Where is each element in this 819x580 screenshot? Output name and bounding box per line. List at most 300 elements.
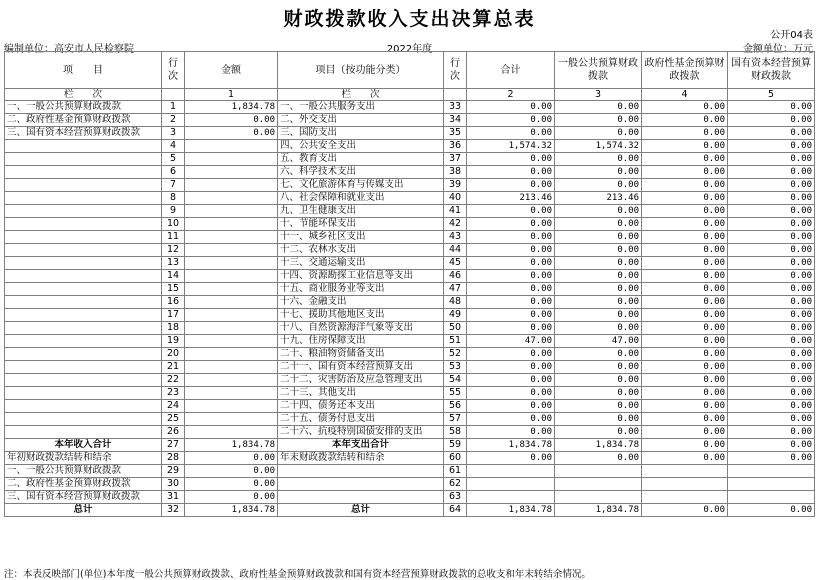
- cell-function-item: 七、文化旅游体育与传媒支出: [278, 179, 444, 192]
- cell-total: 0.00: [467, 413, 555, 426]
- cell-state-capital: 0.00: [728, 140, 815, 153]
- header-row-number: 行次: [162, 52, 185, 89]
- cell-general-budget: 0.00: [555, 413, 642, 426]
- table-row: [5, 348, 815, 361]
- cell-row-number: 13: [162, 257, 185, 270]
- cell-function-item: 本年支出合计: [278, 439, 444, 452]
- cell-gov-fund: 0.00: [642, 296, 728, 309]
- cell-item: [5, 140, 162, 153]
- table-row: [5, 179, 815, 192]
- cell-general-budget: 0.00: [555, 400, 642, 413]
- cell-general-budget: 0.00: [555, 387, 642, 400]
- index-blank-1: [162, 89, 185, 101]
- cell-row-number: 30: [162, 478, 185, 491]
- cell-state-capital: 0.00: [728, 504, 815, 517]
- cell-amount: [185, 400, 278, 413]
- cell-row-number-2: 51: [444, 335, 467, 348]
- cell-amount: [185, 153, 278, 166]
- cell-row-number: 15: [162, 283, 185, 296]
- cell-amount: [185, 413, 278, 426]
- index-number-1: 1: [185, 89, 278, 101]
- cell-total: 0.00: [467, 231, 555, 244]
- cell-row-number-2: 41: [444, 205, 467, 218]
- cell-row-number-2: 56: [444, 400, 467, 413]
- cell-item: 二、政府性基金预算财政拨款: [5, 478, 162, 491]
- cell-amount: 0.00: [185, 478, 278, 491]
- footnote: 注：本表反映部门(单位)本年度一般公共预算财政拨款、政府性基金预算财政拨款和国有资本经营预算财政拨款的总收支和年末转结余情况。: [4, 569, 591, 580]
- cell-state-capital: 0.00: [728, 153, 815, 166]
- cell-row-number: 12: [162, 244, 185, 257]
- cell-row-number-2: 35: [444, 127, 467, 140]
- header-gov-fund: 政府性基金预算财政拨款: [642, 52, 728, 89]
- cell-amount: [185, 335, 278, 348]
- cell-total: 0.00: [467, 426, 555, 439]
- table-row: [5, 426, 815, 439]
- table-row: [5, 153, 815, 166]
- cell-total: 0.00: [467, 400, 555, 413]
- header-total: 合计: [467, 52, 555, 89]
- table-row: [5, 205, 815, 218]
- table-row: [5, 452, 815, 465]
- cell-row-number-2: 49: [444, 309, 467, 322]
- cell-row-number: 5: [162, 153, 185, 166]
- cell-row-number: 19: [162, 335, 185, 348]
- cell-amount: [185, 283, 278, 296]
- cell-row-number-2: 63: [444, 491, 467, 504]
- table-row: [5, 140, 815, 153]
- cell-function-item: 总计: [278, 504, 444, 517]
- cell-general-budget: 1,574.32: [555, 140, 642, 153]
- cell-gov-fund: 0.00: [642, 361, 728, 374]
- cell-state-capital: [728, 465, 815, 478]
- cell-function-item: 十七、援助其他地区支出: [278, 309, 444, 322]
- cell-amount: [185, 192, 278, 205]
- cell-gov-fund: 0.00: [642, 335, 728, 348]
- cell-row-number: 29: [162, 465, 185, 478]
- header-amount: 金额: [185, 52, 278, 89]
- cell-function-item: 六、科学技术支出: [278, 166, 444, 179]
- report-title: 财政拨款收入支出决算总表: [283, 8, 536, 30]
- table-row: [5, 413, 815, 426]
- cell-row-number-2: 47: [444, 283, 467, 296]
- cell-state-capital: 0.00: [728, 205, 815, 218]
- cell-function-item: 四、公共安全支出: [278, 140, 444, 153]
- cell-total: 0.00: [467, 322, 555, 335]
- cell-gov-fund: 0.00: [642, 400, 728, 413]
- cell-amount: [185, 140, 278, 153]
- cell-total: 0.00: [467, 153, 555, 166]
- cell-general-budget: 0.00: [555, 231, 642, 244]
- table-row: [5, 218, 815, 231]
- cell-amount: 0.00: [185, 114, 278, 127]
- cell-general-budget: 0.00: [555, 114, 642, 127]
- table-row: [5, 309, 815, 322]
- cell-amount: 0.00: [185, 491, 278, 504]
- budget-table: [4, 51, 815, 517]
- cell-row-number-2: 54: [444, 374, 467, 387]
- table-row: [5, 270, 815, 283]
- cell-function-item: 二十二、灾害防治及应急管理支出: [278, 374, 444, 387]
- table-row: [5, 374, 815, 387]
- cell-row-number-2: 38: [444, 166, 467, 179]
- header-function-item: 项目（按功能分类）: [278, 52, 444, 89]
- table-row: [5, 400, 815, 413]
- table-row: [5, 231, 815, 244]
- cell-state-capital: 0.00: [728, 101, 815, 114]
- cell-row-number: 6: [162, 166, 185, 179]
- table-row: [5, 491, 815, 504]
- cell-general-budget: 0.00: [555, 127, 642, 140]
- cell-row-number: 31: [162, 491, 185, 504]
- cell-state-capital: 0.00: [728, 270, 815, 283]
- cell-function-item: [278, 465, 444, 478]
- cell-amount: [185, 296, 278, 309]
- cell-item: 本年收入合计: [5, 439, 162, 452]
- cell-item: [5, 244, 162, 257]
- cell-item: [5, 205, 162, 218]
- cell-total: 0.00: [467, 452, 555, 465]
- cell-item: [5, 166, 162, 179]
- cell-item: [5, 400, 162, 413]
- cell-state-capital: 0.00: [728, 452, 815, 465]
- cell-amount: 1,834.78: [185, 504, 278, 517]
- cell-total: 0.00: [467, 114, 555, 127]
- cell-row-number-2: 55: [444, 387, 467, 400]
- cell-item: 三、国有资本经营预算财政拨款: [5, 127, 162, 140]
- cell-item: [5, 218, 162, 231]
- cell-amount: [185, 205, 278, 218]
- cell-general-budget: 1,834.78: [555, 439, 642, 452]
- cell-gov-fund: 0.00: [642, 205, 728, 218]
- cell-general-budget: 0.00: [555, 283, 642, 296]
- cell-total: 0.00: [467, 127, 555, 140]
- cell-state-capital: 0.00: [728, 322, 815, 335]
- cell-gov-fund: 0.00: [642, 192, 728, 205]
- cell-amount: [185, 426, 278, 439]
- cell-amount: [185, 257, 278, 270]
- cell-gov-fund: [642, 491, 728, 504]
- cell-item: 一、一般公共预算财政拨款: [5, 465, 162, 478]
- cell-function-item: 十八、自然资源海洋气象等支出: [278, 322, 444, 335]
- table-row: [5, 257, 815, 270]
- cell-general-budget: 1,834.78: [555, 504, 642, 517]
- cell-function-item: 二十三、其他支出: [278, 387, 444, 400]
- cell-function-item: 九、卫生健康支出: [278, 205, 444, 218]
- cell-row-number: 22: [162, 374, 185, 387]
- cell-general-budget: 0.00: [555, 270, 642, 283]
- cell-total: 0.00: [467, 218, 555, 231]
- cell-total: [467, 478, 555, 491]
- cell-total: 0.00: [467, 283, 555, 296]
- table-row: [5, 166, 815, 179]
- cell-state-capital: 0.00: [728, 387, 815, 400]
- cell-gov-fund: 0.00: [642, 504, 728, 517]
- cell-row-number: 4: [162, 140, 185, 153]
- cell-state-capital: 0.00: [728, 127, 815, 140]
- cell-amount: [185, 244, 278, 257]
- cell-gov-fund: 0.00: [642, 153, 728, 166]
- cell-amount: 1,834.78: [185, 101, 278, 114]
- cell-state-capital: [728, 491, 815, 504]
- cell-general-budget: 0.00: [555, 218, 642, 231]
- cell-function-item: 二十一、国有资本经营预算支出: [278, 361, 444, 374]
- cell-general-budget: 0.00: [555, 153, 642, 166]
- cell-gov-fund: 0.00: [642, 179, 728, 192]
- cell-gov-fund: 0.00: [642, 270, 728, 283]
- cell-general-budget: 0.00: [555, 309, 642, 322]
- cell-total: [467, 465, 555, 478]
- cell-item: [5, 426, 162, 439]
- cell-general-budget: 0.00: [555, 205, 642, 218]
- cell-row-number: 16: [162, 296, 185, 309]
- table-row: [5, 361, 815, 374]
- index-label-1: 栏 次: [5, 89, 162, 101]
- cell-state-capital: 0.00: [728, 439, 815, 452]
- cell-function-item: 十九、住房保障支出: [278, 335, 444, 348]
- cell-general-budget: 47.00: [555, 335, 642, 348]
- cell-function-item: 二十四、债务还本支出: [278, 400, 444, 413]
- cell-item: [5, 374, 162, 387]
- cell-total: 0.00: [467, 309, 555, 322]
- cell-row-number: 20: [162, 348, 185, 361]
- cell-amount: [185, 166, 278, 179]
- index-row: [5, 89, 815, 101]
- table-row: [5, 335, 815, 348]
- cell-total: 213.46: [467, 192, 555, 205]
- cell-amount: [185, 361, 278, 374]
- cell-general-budget: [555, 465, 642, 478]
- cell-row-number: 11: [162, 231, 185, 244]
- cell-row-number: 28: [162, 452, 185, 465]
- cell-amount: [185, 387, 278, 400]
- cell-function-item: [278, 491, 444, 504]
- cell-row-number-2: 50: [444, 322, 467, 335]
- table-row: [5, 504, 815, 517]
- cell-row-number: 14: [162, 270, 185, 283]
- cell-general-budget: 0.00: [555, 374, 642, 387]
- header-state-capital: 国有资本经营预算财政拨款: [728, 52, 815, 89]
- cell-general-budget: 0.00: [555, 296, 642, 309]
- cell-amount: 0.00: [185, 127, 278, 140]
- cell-amount: [185, 179, 278, 192]
- cell-function-item: 十一、城乡社区支出: [278, 231, 444, 244]
- cell-function-item: 八、社会保障和就业支出: [278, 192, 444, 205]
- table-row: [5, 127, 815, 140]
- cell-item: 一、一般公共预算财政拨款: [5, 101, 162, 114]
- cell-row-number: 7: [162, 179, 185, 192]
- table-row: [5, 114, 815, 127]
- cell-state-capital: 0.00: [728, 179, 815, 192]
- cell-total: 0.00: [467, 101, 555, 114]
- cell-general-budget: 0.00: [555, 101, 642, 114]
- cell-row-number: 32: [162, 504, 185, 517]
- table-row: [5, 192, 815, 205]
- cell-row-number: 26: [162, 426, 185, 439]
- cell-row-number: 17: [162, 309, 185, 322]
- cell-total: 1,574.32: [467, 140, 555, 153]
- cell-amount: [185, 309, 278, 322]
- cell-function-item: 年末财政拨款结转和结余: [278, 452, 444, 465]
- cell-item: 二、政府性基金预算财政拨款: [5, 114, 162, 127]
- cell-gov-fund: 0.00: [642, 257, 728, 270]
- cell-state-capital: [728, 478, 815, 491]
- cell-general-budget: 0.00: [555, 348, 642, 361]
- table-row: [5, 387, 815, 400]
- cell-gov-fund: 0.00: [642, 322, 728, 335]
- cell-item: [5, 361, 162, 374]
- cell-gov-fund: 0.00: [642, 218, 728, 231]
- cell-total: 1,834.78: [467, 439, 555, 452]
- cell-total: 0.00: [467, 387, 555, 400]
- cell-state-capital: 0.00: [728, 361, 815, 374]
- cell-general-budget: 0.00: [555, 452, 642, 465]
- cell-row-number: 27: [162, 439, 185, 452]
- unit-label: 编制单位：高安市人民检察院: [4, 44, 134, 55]
- table-row: [5, 101, 815, 114]
- cell-state-capital: 0.00: [728, 335, 815, 348]
- year-label: 2022年度: [386, 44, 433, 55]
- cell-row-number: 23: [162, 387, 185, 400]
- cell-item: [5, 231, 162, 244]
- cell-state-capital: 0.00: [728, 257, 815, 270]
- cell-item: 总计: [5, 504, 162, 517]
- cell-function-item: 二十、粮油物资储备支出: [278, 348, 444, 361]
- table-row: [5, 465, 815, 478]
- cell-row-number: 8: [162, 192, 185, 205]
- cell-row-number-2: 60: [444, 452, 467, 465]
- index-number-4: 4: [642, 89, 728, 101]
- cell-function-item: 十、节能环保支出: [278, 218, 444, 231]
- cell-row-number-2: 57: [444, 413, 467, 426]
- index-number-3: 3: [555, 89, 642, 101]
- cell-item: 三、国有资本经营预算财政拨款: [5, 491, 162, 504]
- cell-total: 0.00: [467, 244, 555, 257]
- cell-general-budget: [555, 491, 642, 504]
- cell-function-item: 二十五、债务付息支出: [278, 413, 444, 426]
- cell-general-budget: 213.46: [555, 192, 642, 205]
- cell-row-number: 18: [162, 322, 185, 335]
- cell-item: [5, 387, 162, 400]
- header-row: [5, 52, 815, 89]
- cell-total: 0.00: [467, 361, 555, 374]
- cell-item: [5, 296, 162, 309]
- cell-general-budget: [555, 478, 642, 491]
- cell-gov-fund: 0.00: [642, 244, 728, 257]
- form-code: 公开04表: [770, 30, 813, 41]
- cell-item: [5, 153, 162, 166]
- cell-row-number: 21: [162, 361, 185, 374]
- cell-amount: 0.00: [185, 452, 278, 465]
- cell-state-capital: 0.00: [728, 244, 815, 257]
- cell-state-capital: 0.00: [728, 218, 815, 231]
- cell-total: 0.00: [467, 348, 555, 361]
- cell-row-number-2: 52: [444, 348, 467, 361]
- cell-state-capital: 0.00: [728, 413, 815, 426]
- cell-item: [5, 348, 162, 361]
- cell-gov-fund: 0.00: [642, 452, 728, 465]
- cell-state-capital: 0.00: [728, 192, 815, 205]
- cell-state-capital: 0.00: [728, 166, 815, 179]
- index-blank-2: [444, 89, 467, 101]
- cell-gov-fund: 0.00: [642, 374, 728, 387]
- cell-amount: 1,834.78: [185, 439, 278, 452]
- cell-total: 0.00: [467, 296, 555, 309]
- cell-item: [5, 283, 162, 296]
- currency-label: 金额单位：万元: [743, 44, 813, 55]
- cell-row-number: 25: [162, 413, 185, 426]
- cell-row-number: 1: [162, 101, 185, 114]
- cell-amount: [185, 231, 278, 244]
- cell-amount: [185, 348, 278, 361]
- cell-row-number-2: 48: [444, 296, 467, 309]
- cell-row-number: 2: [162, 114, 185, 127]
- cell-row-number: 10: [162, 218, 185, 231]
- cell-row-number-2: 37: [444, 153, 467, 166]
- cell-gov-fund: 0.00: [642, 101, 728, 114]
- cell-amount: [185, 374, 278, 387]
- cell-row-number-2: 34: [444, 114, 467, 127]
- cell-row-number: 9: [162, 205, 185, 218]
- cell-amount: [185, 270, 278, 283]
- table-row: [5, 322, 815, 335]
- cell-function-item: 十六、金融支出: [278, 296, 444, 309]
- cell-general-budget: 0.00: [555, 322, 642, 335]
- cell-function-item: 二、外交支出: [278, 114, 444, 127]
- table-row: [5, 478, 815, 491]
- cell-general-budget: 0.00: [555, 179, 642, 192]
- cell-gov-fund: 0.00: [642, 426, 728, 439]
- cell-item: [5, 192, 162, 205]
- cell-total: 0.00: [467, 270, 555, 283]
- cell-function-item: [278, 478, 444, 491]
- cell-general-budget: 0.00: [555, 426, 642, 439]
- cell-row-number-2: 45: [444, 257, 467, 270]
- table-row: [5, 283, 815, 296]
- cell-total: 47.00: [467, 335, 555, 348]
- cell-row-number-2: 39: [444, 179, 467, 192]
- cell-row-number-2: 59: [444, 439, 467, 452]
- cell-row-number-2: 61: [444, 465, 467, 478]
- cell-state-capital: 0.00: [728, 309, 815, 322]
- cell-amount: [185, 322, 278, 335]
- cell-total: 0.00: [467, 257, 555, 270]
- cell-row-number-2: 62: [444, 478, 467, 491]
- cell-amount: 0.00: [185, 465, 278, 478]
- cell-row-number-2: 46: [444, 270, 467, 283]
- cell-function-item: 二十六、抗疫特别国债安排的支出: [278, 426, 444, 439]
- header-item: 项 目: [5, 52, 162, 89]
- cell-gov-fund: 0.00: [642, 231, 728, 244]
- cell-total: 0.00: [467, 166, 555, 179]
- cell-row-number-2: 33: [444, 101, 467, 114]
- cell-row-number-2: 44: [444, 244, 467, 257]
- cell-general-budget: 0.00: [555, 244, 642, 257]
- cell-state-capital: 0.00: [728, 283, 815, 296]
- cell-row-number: 24: [162, 400, 185, 413]
- cell-function-item: 十二、农林水支出: [278, 244, 444, 257]
- cell-gov-fund: 0.00: [642, 439, 728, 452]
- cell-function-item: 十四、资源勘探工业信息等支出: [278, 270, 444, 283]
- cell-total: 1,834.78: [467, 504, 555, 517]
- cell-row-number-2: 64: [444, 504, 467, 517]
- cell-row-number-2: 36: [444, 140, 467, 153]
- cell-gov-fund: 0.00: [642, 348, 728, 361]
- cell-function-item: 一、一般公共服务支出: [278, 101, 444, 114]
- cell-row-number-2: 53: [444, 361, 467, 374]
- cell-gov-fund: 0.00: [642, 114, 728, 127]
- cell-state-capital: 0.00: [728, 296, 815, 309]
- table-row: [5, 244, 815, 257]
